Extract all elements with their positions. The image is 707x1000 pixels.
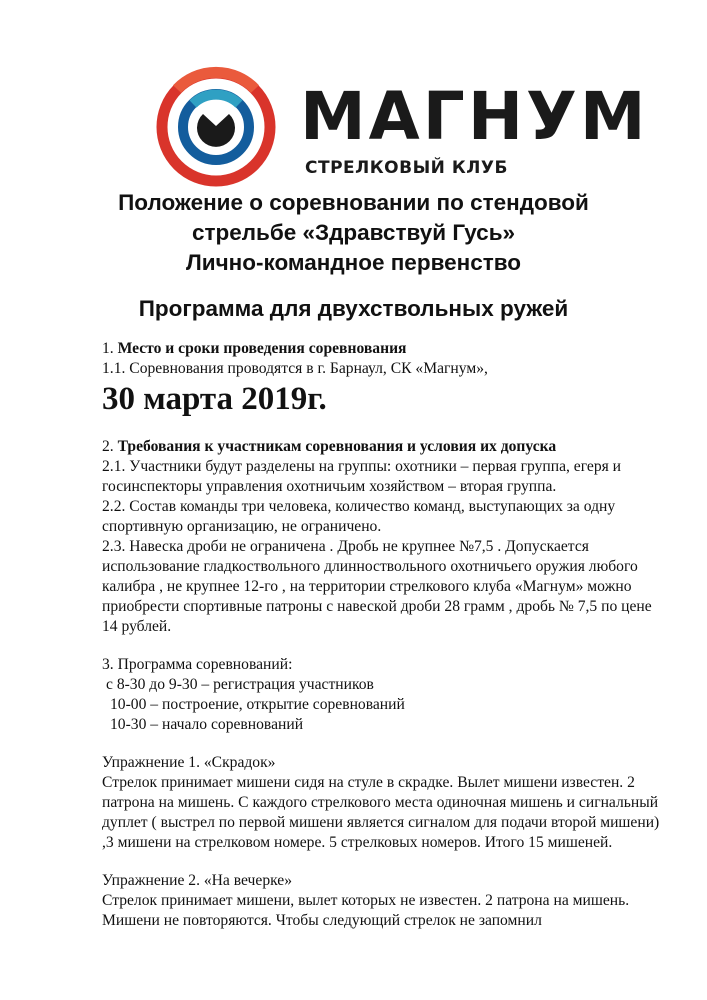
section-2-item-3: 2.3. Навеска дроби не ограничена . Дробь не крупнее №7,5 . Допускается использование гладкоствольного длинноствольного охотничьего оружия любого калибра , не крупнее 12-го , на территории стрелкового клуба «Магнум» можно приобрести спортивные патроны с навеской дроби 28 грамм , дробь № 7,5 по цене 14 рублей. xyxy=(102,538,652,635)
competition-date: 30 марта 2019г. xyxy=(102,381,327,417)
section-2-heading: 2. Требования к участникам соревнования и условия их допуска xyxy=(102,438,557,455)
title-line-3: Лично-командное первенство xyxy=(185,250,522,275)
section-2-item-2: 2.2. Состав команды три человека, количество команд, выступающих за одну спортивную организацию, не ограничено. xyxy=(102,498,616,535)
section-3-heading: 3. Программа соревнований: xyxy=(102,656,293,673)
schedule-item: 10-30 – начало соревнований xyxy=(110,716,304,733)
exercise-1-heading: Упражнение 1. «Скрадок» xyxy=(102,754,276,771)
exercise-1-text: Стрелок принимает мишени сидя на стуле в скрадке. Вылет мишени известен. 2 патрона на мишень. С каждого стрелкового места одиночная мишень и сигнальный дуплет ( выстрел по первой мишени является сигналом для подачи второй мишени) ,3 мишени на стрелковом номере. 5 стрелковых номеров. Итого 15 мишеней. xyxy=(102,774,660,851)
brand-subtitle: СТРЕЛКОВЫЙ КЛУБ xyxy=(305,158,508,178)
section-2-item-1: 2.1. Участники будут разделены на группы: охотники – первая группа, егеря и госинспекторы управления охотничьим хозяйством – вторая группа. xyxy=(102,458,622,495)
brand-name: МАГНУМ xyxy=(300,78,649,155)
target-logo-icon xyxy=(155,66,277,188)
schedule-item: с 8-30 до 9-30 – регистрация участников xyxy=(106,676,374,693)
title-line-2: стрельбе «Здравствуй Гусь» xyxy=(191,220,516,245)
program-subtitle: Программа для двухствольных ружей xyxy=(138,296,569,321)
club-logo xyxy=(155,66,649,190)
exercise-2-heading: Упражнение 2. «На вечерке» xyxy=(102,872,293,889)
document-body xyxy=(102,339,662,931)
document-title xyxy=(0,188,707,278)
section-1-item-1: 1.1. Соревнования проводятся в г. Барнаул, СК «Магнум», xyxy=(102,360,488,377)
schedule-item: 10-00 – построение, открытие соревнований xyxy=(110,696,405,713)
title-line-1: Положение о соревновании по стендовой xyxy=(118,190,589,215)
exercise-2-text: Стрелок принимает мишени, вылет которых не известен. 2 патрона на мишень. Мишени не повторяются. Чтобы следующий стрелок не запомнил xyxy=(102,892,630,929)
section-1-heading: 1. Место и сроки проведения соревнования xyxy=(102,340,407,357)
